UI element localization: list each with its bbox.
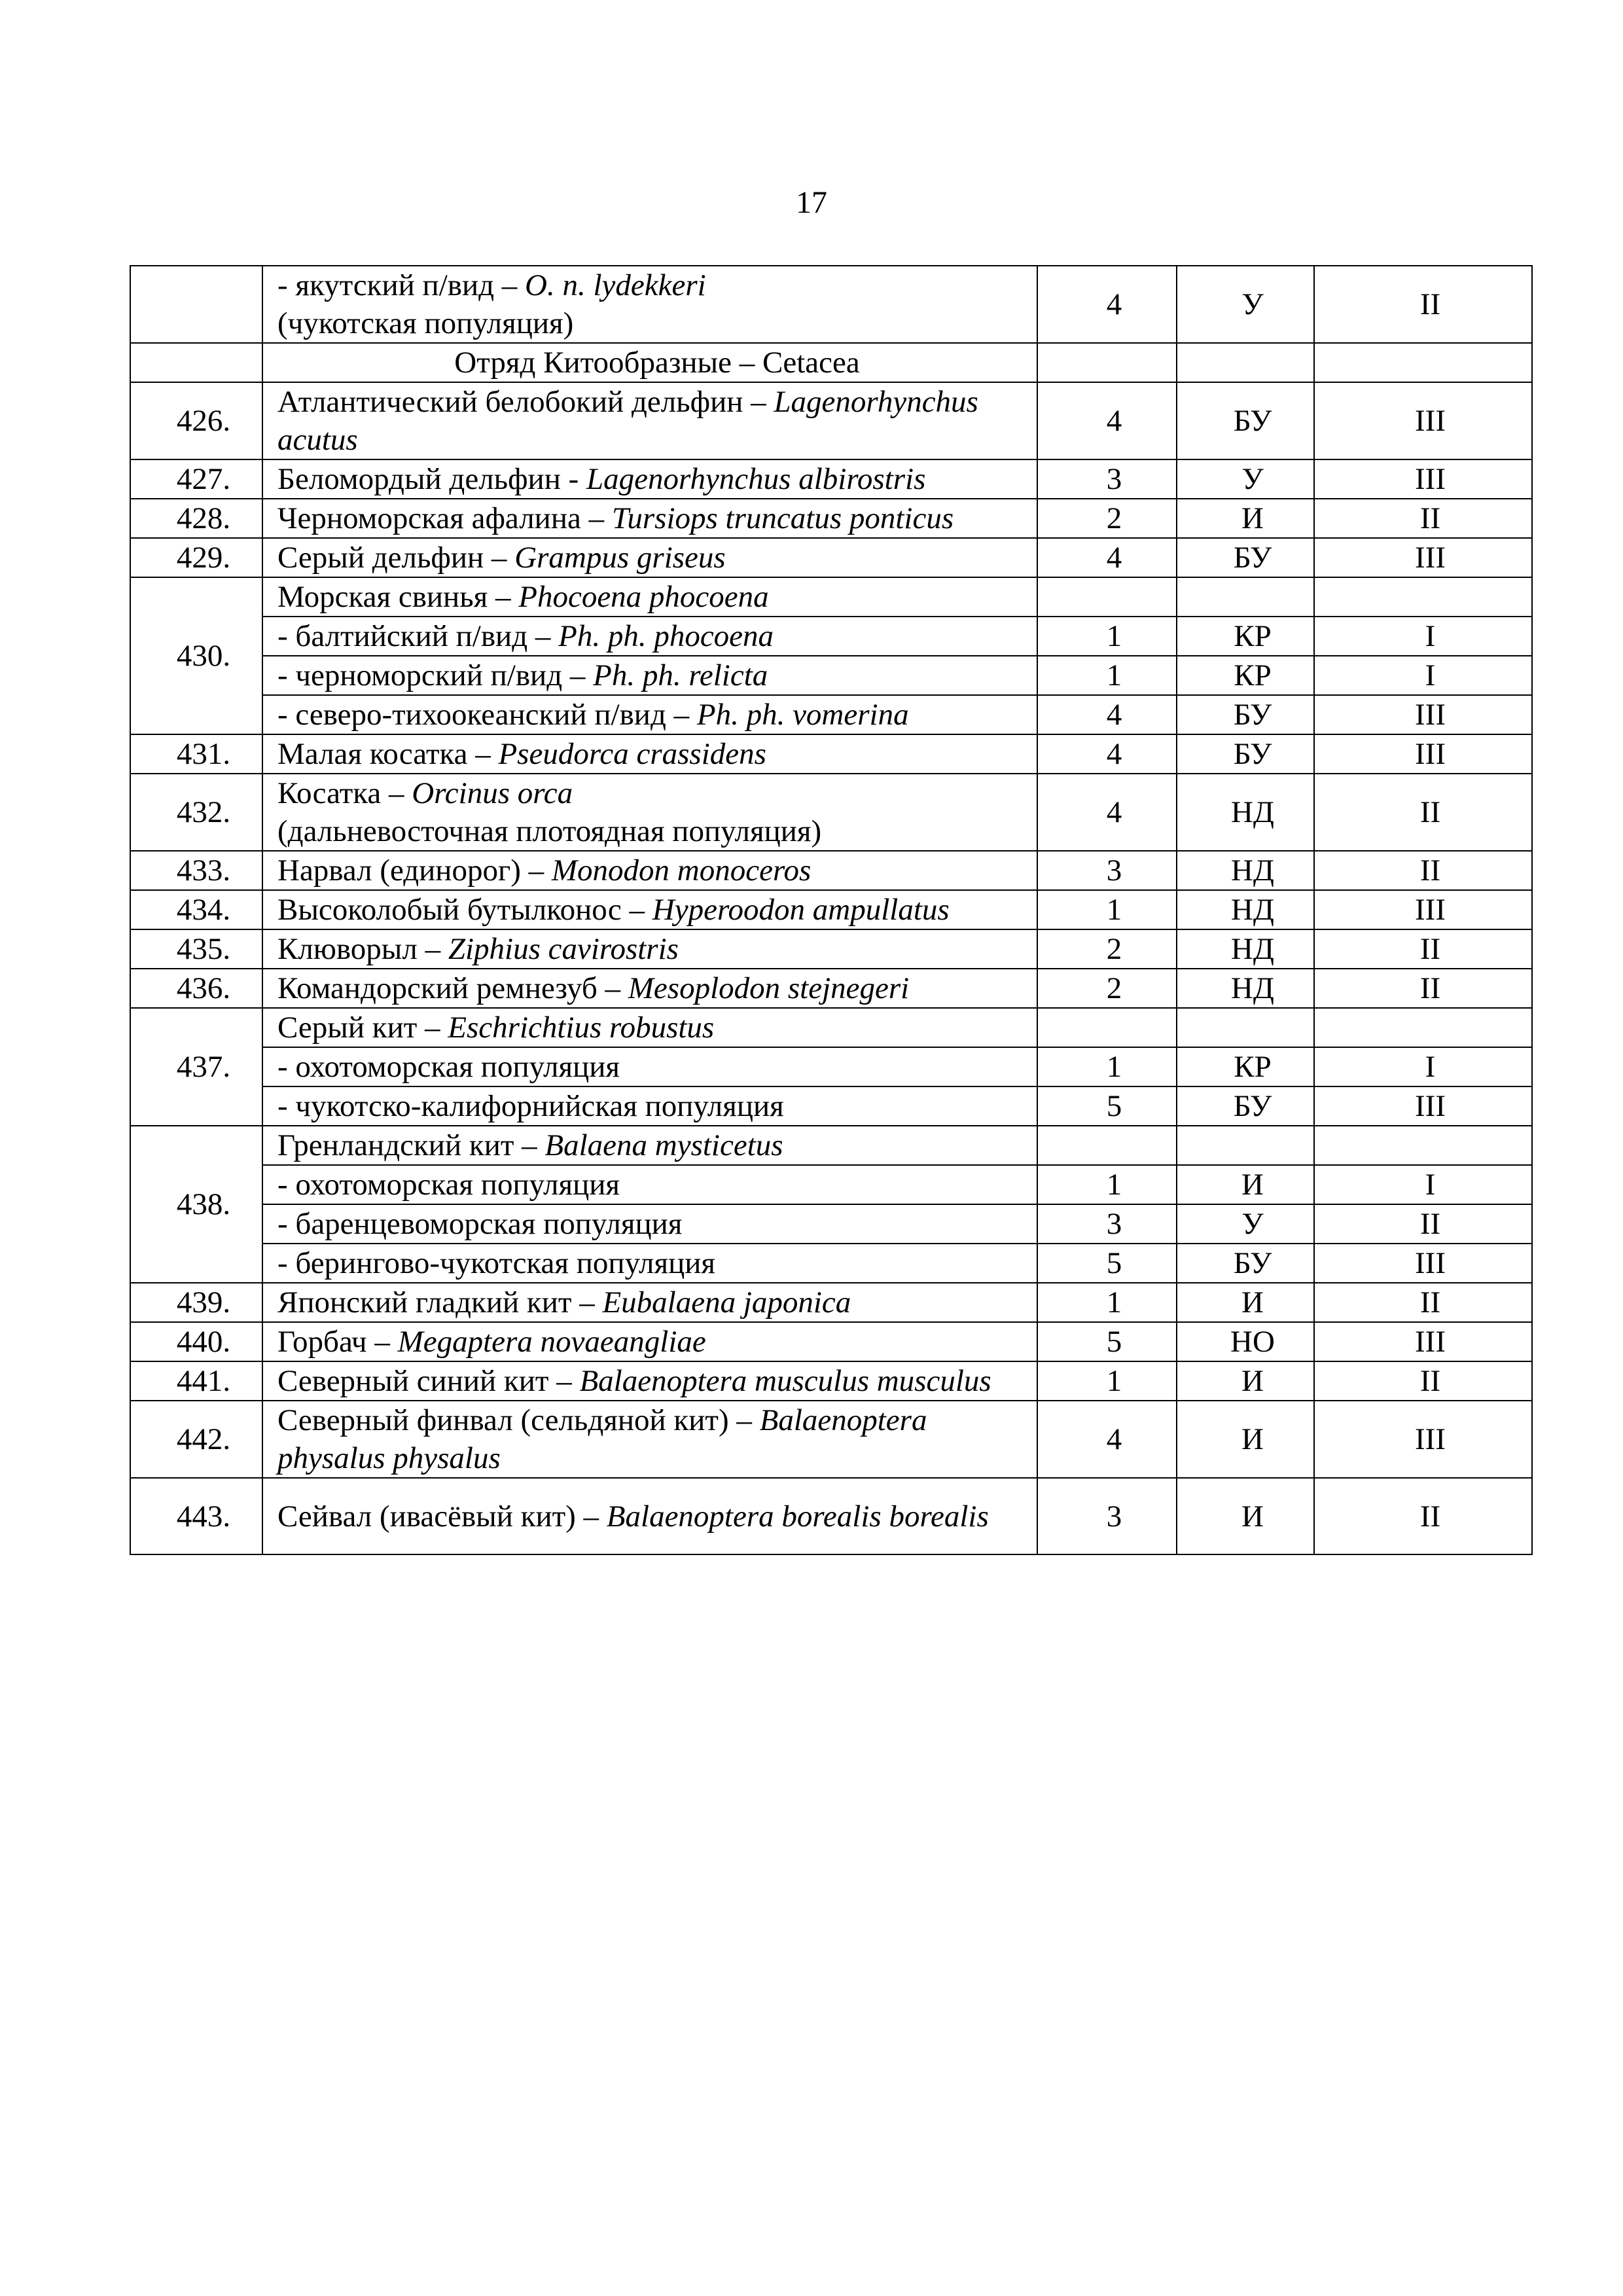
status-cell: НД xyxy=(1177,774,1314,851)
status-cell: КР xyxy=(1177,617,1314,656)
category-cell: 5 xyxy=(1037,1322,1177,1361)
priority-cell: III xyxy=(1314,1244,1532,1283)
category-cell: 1 xyxy=(1037,656,1177,695)
category-cell: 2 xyxy=(1037,499,1177,538)
species-name-cell xyxy=(262,499,1037,538)
row-number-cell xyxy=(130,343,262,382)
priority-cell: III xyxy=(1314,1401,1532,1478)
table-row xyxy=(130,1361,1532,1401)
priority-cell xyxy=(1314,1008,1532,1047)
subtaxon-row xyxy=(130,1204,1532,1244)
russian-name: - черноморский п/вид – xyxy=(277,658,594,692)
priority-cell: III xyxy=(1314,1086,1532,1126)
priority-cell: II xyxy=(1314,1283,1532,1322)
subtaxon-row xyxy=(130,656,1532,695)
status-cell: БУ xyxy=(1177,1244,1314,1283)
category-cell xyxy=(1037,343,1177,382)
status-cell: БУ xyxy=(1177,382,1314,459)
latin-name: Tursiops truncatus ponticus xyxy=(611,501,954,535)
row-number-cell: 439. xyxy=(130,1283,262,1322)
category-cell: 3 xyxy=(1037,1204,1177,1244)
category-cell: 1 xyxy=(1037,890,1177,929)
latin-name: Phocoena phocoena xyxy=(518,580,769,614)
species-name-cell xyxy=(262,577,1037,617)
priority-cell: II xyxy=(1314,851,1532,890)
latin-name: Ph. ph. phocoena xyxy=(558,619,774,653)
category-cell: 1 xyxy=(1037,1165,1177,1204)
russian-name: - баренцевоморская популяция xyxy=(277,1207,683,1241)
priority-cell: II xyxy=(1314,1204,1532,1244)
priority-cell: II xyxy=(1314,969,1532,1008)
species-name-cell xyxy=(262,617,1037,656)
latin-name: Ziphius cavirostris xyxy=(448,932,679,966)
latin-name: Eubalaena japonica xyxy=(602,1285,851,1319)
population-note: (дальневосточная плотоядная популяция) xyxy=(277,814,822,848)
subtaxon-row xyxy=(130,1086,1532,1126)
row-number-cell: 441. xyxy=(130,1361,262,1401)
russian-name: Беломордый дельфин - xyxy=(277,462,586,496)
status-cell: У xyxy=(1177,1204,1314,1244)
russian-name: - якутский п/вид – xyxy=(277,268,526,302)
species-name-cell xyxy=(262,1047,1037,1086)
latin-name: Pseudorca crassidens xyxy=(498,737,766,771)
species-name-cell xyxy=(262,459,1037,499)
subtaxon-row xyxy=(130,1165,1532,1204)
table-row xyxy=(130,266,1532,343)
status-cell: КР xyxy=(1177,656,1314,695)
species-table-body xyxy=(130,266,1532,1554)
latin-name: Ph. ph. vomerina xyxy=(696,698,909,732)
category-cell xyxy=(1037,1008,1177,1047)
russian-name: - балтийский п/вид – xyxy=(277,619,559,653)
table-row xyxy=(130,734,1532,774)
latin-name: Lagenorhynchus albirostris xyxy=(586,462,926,496)
category-cell xyxy=(1037,1126,1177,1165)
priority-cell: I xyxy=(1314,617,1532,656)
category-cell: 3 xyxy=(1037,1478,1177,1554)
status-cell: БУ xyxy=(1177,1086,1314,1126)
row-number-cell: 426. xyxy=(130,382,262,459)
russian-name: Малая косатка – xyxy=(277,737,499,771)
category-cell: 4 xyxy=(1037,538,1177,577)
russian-name: Северный финвал (сельдяной кит) – xyxy=(277,1403,760,1437)
status-cell xyxy=(1177,343,1314,382)
species-name-cell xyxy=(262,734,1037,774)
table-row xyxy=(130,538,1532,577)
row-number-cell: 436. xyxy=(130,969,262,1008)
species-name-cell xyxy=(262,1401,1037,1478)
category-cell: 4 xyxy=(1037,382,1177,459)
priority-cell: II xyxy=(1314,774,1532,851)
priority-cell: II xyxy=(1314,929,1532,969)
priority-cell: III xyxy=(1314,382,1532,459)
row-number-cell: 434. xyxy=(130,890,262,929)
priority-cell: III xyxy=(1314,1322,1532,1361)
latin-name: Mesoplodon stejnegeri xyxy=(628,971,910,1005)
category-cell: 4 xyxy=(1037,1401,1177,1478)
status-cell: НД xyxy=(1177,890,1314,929)
status-cell: И xyxy=(1177,1361,1314,1401)
russian-name: Нарвал (единорог) – xyxy=(277,853,552,888)
category-cell: 4 xyxy=(1037,266,1177,343)
row-number-cell: 432. xyxy=(130,774,262,851)
russian-name: Северный синий кит – xyxy=(277,1364,580,1398)
table-row xyxy=(130,890,1532,929)
priority-cell: III xyxy=(1314,538,1532,577)
subtaxon-row xyxy=(130,1047,1532,1086)
species-name-cell xyxy=(262,969,1037,1008)
category-cell: 4 xyxy=(1037,774,1177,851)
row-number-cell: 442. xyxy=(130,1401,262,1478)
table-row xyxy=(130,969,1532,1008)
species-name-cell xyxy=(262,851,1037,890)
status-cell: И xyxy=(1177,1401,1314,1478)
category-cell xyxy=(1037,577,1177,617)
table-row xyxy=(130,1401,1532,1478)
subtaxon-row xyxy=(130,695,1532,734)
russian-name: - охотоморская популяция xyxy=(277,1050,620,1084)
status-cell: НО xyxy=(1177,1322,1314,1361)
row-number-cell xyxy=(130,266,262,343)
row-number-cell: 433. xyxy=(130,851,262,890)
order-row xyxy=(130,343,1532,382)
priority-cell: I xyxy=(1314,1165,1532,1204)
russian-name: Горбач – xyxy=(277,1325,398,1359)
row-number-cell: 431. xyxy=(130,734,262,774)
latin-name: Megaptera novaeangliae xyxy=(397,1325,706,1359)
row-number-cell: 430. xyxy=(130,577,262,734)
priority-cell xyxy=(1314,343,1532,382)
russian-name: Морская свинья – xyxy=(277,580,519,614)
row-number-cell: 429. xyxy=(130,538,262,577)
table-row xyxy=(130,577,1532,617)
russian-name: - северо-тихоокеанский п/вид – xyxy=(277,698,697,732)
status-cell: БУ xyxy=(1177,538,1314,577)
latin-name: Orcinus orca xyxy=(412,776,573,810)
row-number-cell: 443. xyxy=(130,1478,262,1554)
subtaxon-row xyxy=(130,1244,1532,1283)
latin-name: Hyperoodon ampullatus xyxy=(652,893,950,927)
priority-cell: III xyxy=(1314,459,1532,499)
table-row xyxy=(130,929,1532,969)
russian-name: Высоколобый бутылконос – xyxy=(277,893,652,927)
row-number-cell: 437. xyxy=(130,1008,262,1126)
russian-name: - охотоморская популяция xyxy=(277,1168,620,1202)
species-table xyxy=(130,265,1533,1555)
latin-name: Balaenoptera borealis borealis xyxy=(606,1499,989,1534)
latin-name: Eschrichtius robustus xyxy=(448,1011,715,1045)
status-cell: БУ xyxy=(1177,695,1314,734)
priority-cell: III xyxy=(1314,734,1532,774)
table-row xyxy=(130,1008,1532,1047)
priority-cell: I xyxy=(1314,656,1532,695)
latin-name: Balaena mysticetus xyxy=(544,1128,783,1162)
row-number-cell: 440. xyxy=(130,1322,262,1361)
species-name-cell xyxy=(262,1283,1037,1322)
category-cell: 1 xyxy=(1037,1361,1177,1401)
russian-name: Косатка – xyxy=(277,776,412,810)
russian-name: - чукотско-калифорнийская популяция xyxy=(277,1089,784,1123)
row-number-cell: 438. xyxy=(130,1126,262,1283)
status-cell: И xyxy=(1177,499,1314,538)
priority-cell: III xyxy=(1314,695,1532,734)
status-cell: КР xyxy=(1177,1047,1314,1086)
species-name-cell xyxy=(262,890,1037,929)
species-name-cell xyxy=(262,1322,1037,1361)
priority-cell: II xyxy=(1314,1361,1532,1401)
latin-name: Ph. ph. relicta xyxy=(593,658,768,692)
category-cell: 4 xyxy=(1037,734,1177,774)
table-row xyxy=(130,851,1532,890)
priority-cell: II xyxy=(1314,499,1532,538)
russian-name: Клюворыл – xyxy=(277,932,448,966)
species-name-cell xyxy=(262,1244,1037,1283)
category-cell: 2 xyxy=(1037,929,1177,969)
russian-name: Гренландский кит – xyxy=(277,1128,545,1162)
table-row xyxy=(130,774,1532,851)
subtaxon-row xyxy=(130,617,1532,656)
category-cell: 5 xyxy=(1037,1086,1177,1126)
latin-name: Balaenoptera musculus musculus xyxy=(579,1364,991,1398)
status-cell: И xyxy=(1177,1283,1314,1322)
russian-name: Серый кит – xyxy=(277,1011,448,1045)
table-row xyxy=(130,499,1532,538)
order-title: Отряд Китообразные – Cetacea xyxy=(262,343,1037,382)
status-cell: У xyxy=(1177,459,1314,499)
species-name-cell xyxy=(262,1361,1037,1401)
status-cell: НД xyxy=(1177,851,1314,890)
latin-name: Balaenoptera physalus physalus xyxy=(277,1403,927,1475)
category-cell: 4 xyxy=(1037,695,1177,734)
status-cell: И xyxy=(1177,1478,1314,1554)
species-name-cell xyxy=(262,538,1037,577)
category-cell: 5 xyxy=(1037,1244,1177,1283)
species-name-cell xyxy=(262,1478,1037,1554)
species-name-cell xyxy=(262,1126,1037,1165)
category-cell: 1 xyxy=(1037,617,1177,656)
priority-cell: II xyxy=(1314,266,1532,343)
species-name-cell xyxy=(262,695,1037,734)
category-cell: 2 xyxy=(1037,969,1177,1008)
category-cell: 1 xyxy=(1037,1283,1177,1322)
species-name-cell xyxy=(262,1165,1037,1204)
priority-cell: I xyxy=(1314,1047,1532,1086)
species-name-cell xyxy=(262,656,1037,695)
latin-name: Lagenorhynchus acutus xyxy=(277,385,978,457)
species-name-cell xyxy=(262,1008,1037,1047)
table-row xyxy=(130,1322,1532,1361)
latin-name: Monodon monoceros xyxy=(551,853,812,888)
status-cell: НД xyxy=(1177,969,1314,1008)
category-cell: 3 xyxy=(1037,851,1177,890)
table-row xyxy=(130,1283,1532,1322)
page-number: 17 xyxy=(796,185,827,220)
status-cell: БУ xyxy=(1177,734,1314,774)
category-cell: 1 xyxy=(1037,1047,1177,1086)
species-name-cell xyxy=(262,1086,1037,1126)
priority-cell xyxy=(1314,577,1532,617)
russian-name: Сейвал (ивасёвый кит) – xyxy=(277,1499,607,1534)
status-cell xyxy=(1177,577,1314,617)
latin-name: O. n. lydekkeri xyxy=(525,268,706,302)
table-row xyxy=(130,382,1532,459)
table-row xyxy=(130,459,1532,499)
russian-name: Командорский ремнезуб – xyxy=(277,971,628,1005)
status-cell: И xyxy=(1177,1165,1314,1204)
category-cell: 3 xyxy=(1037,459,1177,499)
population-note: (чукотская популяция) xyxy=(277,306,574,340)
species-name-cell xyxy=(262,382,1037,459)
table-row xyxy=(130,1478,1532,1554)
priority-cell: II xyxy=(1314,1478,1532,1554)
priority-cell: III xyxy=(1314,890,1532,929)
status-cell xyxy=(1177,1126,1314,1165)
russian-name: Черноморская афалина – xyxy=(277,501,612,535)
table-row xyxy=(130,1126,1532,1165)
russian-name: Японский гладкий кит – xyxy=(277,1285,603,1319)
species-name-cell xyxy=(262,929,1037,969)
status-cell: НД xyxy=(1177,929,1314,969)
status-cell xyxy=(1177,1008,1314,1047)
row-number-cell: 428. xyxy=(130,499,262,538)
latin-name: Grampus griseus xyxy=(514,541,726,575)
priority-cell xyxy=(1314,1126,1532,1165)
species-name-cell xyxy=(262,1204,1037,1244)
row-number-cell: 435. xyxy=(130,929,262,969)
species-name-cell xyxy=(262,266,1037,343)
russian-name: Серый дельфин – xyxy=(277,541,515,575)
species-name-cell xyxy=(262,774,1037,851)
row-number-cell: 427. xyxy=(130,459,262,499)
status-cell: У xyxy=(1177,266,1314,343)
russian-name: Атлантический белобокий дельфин – xyxy=(277,385,774,419)
russian-name: - берингово-чукотская популяция xyxy=(277,1246,716,1280)
